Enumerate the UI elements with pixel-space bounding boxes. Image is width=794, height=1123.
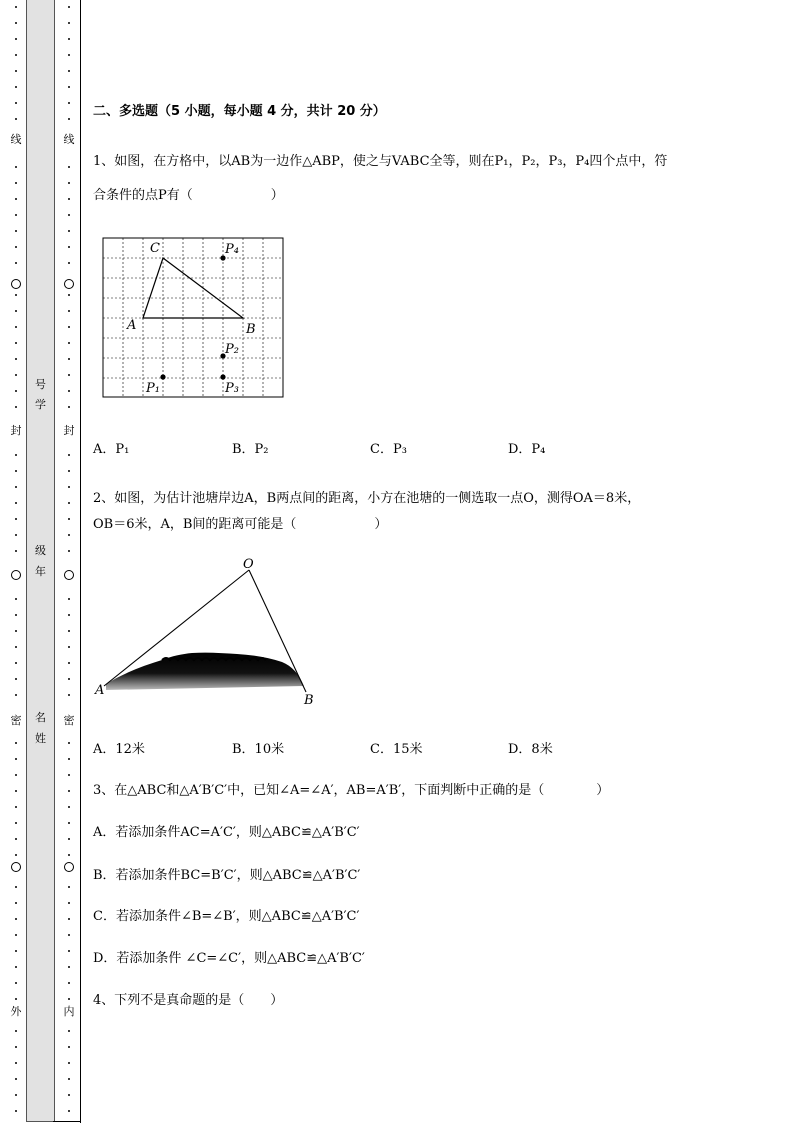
binding-dot [68,518,70,520]
binding-dot [68,1030,70,1032]
binding-dot [68,966,70,968]
info-band [26,0,55,1122]
q2-option-b[interactable]: B．10米 [232,742,285,757]
q3-stem: 3、在△ABC和△A′B′C′中，已知∠A=∠A′，AB=A′B′，下面判断中正确的是（ ） [93,783,610,798]
field-label-hao: 号 [35,378,46,391]
q3-option-b[interactable]: B．若添加条件BC=B′C′，则△ABC≌△A′B′C′ [93,868,361,883]
binding-dot [15,6,17,8]
binding-dot [15,230,17,232]
binding-dot [68,918,70,920]
label-a: A [127,318,137,333]
outer-circle-3 [11,862,21,872]
binding-dot [68,950,70,952]
binding-dot [68,118,70,120]
q2-pond-figure [92,556,328,712]
binding-dot [68,390,70,392]
binding-dot [68,534,70,536]
q4-stem: 4、下列不是真命题的是（ ） [93,993,284,1008]
binding-dot [68,166,70,168]
binding-dot [68,1062,70,1064]
binding-dot [68,294,70,296]
margin-rule-bottom [53,1121,81,1122]
binding-dot [15,70,17,72]
binding-dot [68,806,70,808]
binding-dot [15,470,17,472]
binding-dot [68,230,70,232]
triangle-abc [143,258,243,318]
q1-grid-figure [100,236,286,400]
binding-dot [15,774,17,776]
outer-circle-1 [11,279,21,289]
binding-dot [15,1110,17,1112]
binding-dot [68,934,70,936]
binding-dot [68,310,70,312]
binding-dot [68,358,70,360]
binding-dot [15,326,17,328]
binding-dot [68,70,70,72]
binding-dot [15,918,17,920]
binding-dot [15,358,17,360]
outer-circle-2 [11,570,21,580]
binding-dot [68,1094,70,1096]
binding-dot [15,758,17,760]
binding-dot [68,678,70,680]
binding-dot [15,742,17,744]
field-label-xue: 学 [35,398,46,411]
binding-dot [15,886,17,888]
binding-dot [15,406,17,408]
binding-dot [15,1094,17,1096]
q1-option-b[interactable]: B．P₂ [232,442,269,457]
section-title: 二、多选题（5 小题，每小题 4 分，共计 20 分） [93,104,386,119]
field-label-xing: 姓 [35,732,46,745]
binding-dot [15,38,17,40]
binding-dot [15,694,17,696]
inner-mark-feng: 封 [63,424,75,437]
binding-dot [68,790,70,792]
binding-dot [68,454,70,456]
binding-dot [68,198,70,200]
point-p1 [160,374,165,379]
binding-dot [15,822,17,824]
q3-option-c[interactable]: C．若添加条件∠B=∠B′，则△ABC≌△A′B′C′ [93,909,360,924]
binding-dot [68,1078,70,1080]
binding-dot [15,614,17,616]
binding-dot [15,1030,17,1032]
binding-dot [68,38,70,40]
q1-option-a[interactable]: A．P₁ [93,442,130,457]
binding-dot [68,774,70,776]
outer-mark-wai: 外 [10,1005,22,1018]
binding-dot [68,982,70,984]
binding-dot [68,886,70,888]
binding-dot [68,6,70,8]
binding-dot [68,902,70,904]
binding-dot [15,246,17,248]
binding-dot [68,214,70,216]
point-p3 [220,374,225,379]
label-o: O [243,557,254,572]
inner-mark-xian: 线 [63,133,75,146]
binding-dot [68,662,70,664]
q2-stem-line2: OB＝6米，A，B间的距离可能是（ ） [93,517,388,532]
binding-dot [15,678,17,680]
binding-dot [15,790,17,792]
binding-dot [15,486,17,488]
q2-option-a[interactable]: A．12米 [93,742,145,757]
q1-option-d[interactable]: D．P₄ [508,442,546,457]
label-a2: A [95,683,105,698]
binding-dot [15,54,17,56]
binding-dot [15,1078,17,1080]
q2-stem-line1: 2、如图，为估计池塘岸边A，B两点间的距离，小方在池塘的一侧选取一点O，测得OA＝8米， [93,491,641,506]
binding-dot [15,454,17,456]
binding-dot [15,182,17,184]
binding-dot [68,614,70,616]
binding-dot [15,502,17,504]
binding-dot [15,166,17,168]
binding-dot [15,102,17,104]
binding-dot [15,646,17,648]
binding-dot [68,326,70,328]
outer-mark-xian: 线 [10,133,22,146]
inner-circle-3 [64,862,74,872]
binding-dot [68,182,70,184]
outer-dot-column [10,0,22,1123]
binding-dot [68,102,70,104]
binding-dot [68,374,70,376]
binding-dot [15,262,17,264]
binding-dot [68,262,70,264]
binding-dot [15,198,17,200]
binding-dot [15,118,17,120]
binding-dot [15,838,17,840]
label-p1: P₁ [146,381,160,396]
binding-dot [68,998,70,1000]
binding-dot [68,822,70,824]
binding-dot [68,598,70,600]
binding-dot [68,758,70,760]
binding-dot [68,470,70,472]
binding-dot [15,214,17,216]
binding-dot [15,310,17,312]
q2-option-c[interactable]: C．15米 [370,742,423,757]
field-label-nian: 年 [35,565,46,578]
binding-dot [15,342,17,344]
binding-dot [15,854,17,856]
inner-circle-1 [64,279,74,289]
label-b: B [246,322,256,337]
binding-dot [15,518,17,520]
field-label-ji: 级 [35,544,46,557]
field-label-ming: 名 [35,711,46,724]
binding-dot [68,550,70,552]
label-p3: P₃ [225,381,239,396]
binding-dot [15,662,17,664]
binding-dot [68,646,70,648]
binding-dot [68,342,70,344]
q1-stem-line1: 1、如图，在方格中，以AB为一边作△ABP，使之与VABC全等，则在P₁，P₂，P₃，P₄四个点中，符 [93,154,668,169]
inner-mark-mi: 密 [63,714,75,727]
q3-option-d[interactable]: D．若添加条件 ∠C=∠C′，则△ABC≌△A′B′C′ [93,951,365,966]
binding-dot [15,294,17,296]
binding-dot [68,838,70,840]
binding-dot [15,806,17,808]
inner-mark-nei: 内 [63,1005,75,1018]
q3-option-a[interactable]: A．若添加条件AC=A′C′，则△ABC≌△A′B′C′ [93,825,360,840]
binding-dot [68,246,70,248]
binding-dot [68,854,70,856]
binding-dot [68,630,70,632]
binding-dot [15,22,17,24]
binding-dot [15,534,17,536]
binding-dot [15,902,17,904]
binding-dot [15,934,17,936]
binding-dot [15,998,17,1000]
inner-dot-column [63,0,75,1123]
margin-rule [80,0,81,1123]
label-p2: P₂ [225,342,239,357]
q1-option-c[interactable]: C．P₃ [370,442,407,457]
binding-dot [15,374,17,376]
binding-dot [15,982,17,984]
binding-dot [68,22,70,24]
binding-dot [15,950,17,952]
binding-dot [68,694,70,696]
binding-dot [68,86,70,88]
binding-dot [15,598,17,600]
binding-dot [68,502,70,504]
q2-option-d[interactable]: D．8米 [508,742,553,757]
binding-dot [68,406,70,408]
label-b2: B [304,693,314,708]
binding-dot [15,390,17,392]
inner-circle-2 [64,570,74,580]
label-p4: P₄ [225,242,239,257]
binding-dot [15,550,17,552]
binding-dot [68,1046,70,1048]
binding-dot [68,54,70,56]
outer-mark-mi: 密 [10,714,22,727]
q1-stem-line2: 合条件的点P有（ ） [93,188,284,203]
binding-dot [15,630,17,632]
outer-mark-feng: 封 [10,424,22,437]
binding-dot [15,86,17,88]
label-c: C [150,241,160,256]
binding-dot [68,742,70,744]
binding-dot [15,1046,17,1048]
binding-dot [68,486,70,488]
binding-dot [15,966,17,968]
binding-dot [15,1062,17,1064]
binding-dot [68,1110,70,1112]
